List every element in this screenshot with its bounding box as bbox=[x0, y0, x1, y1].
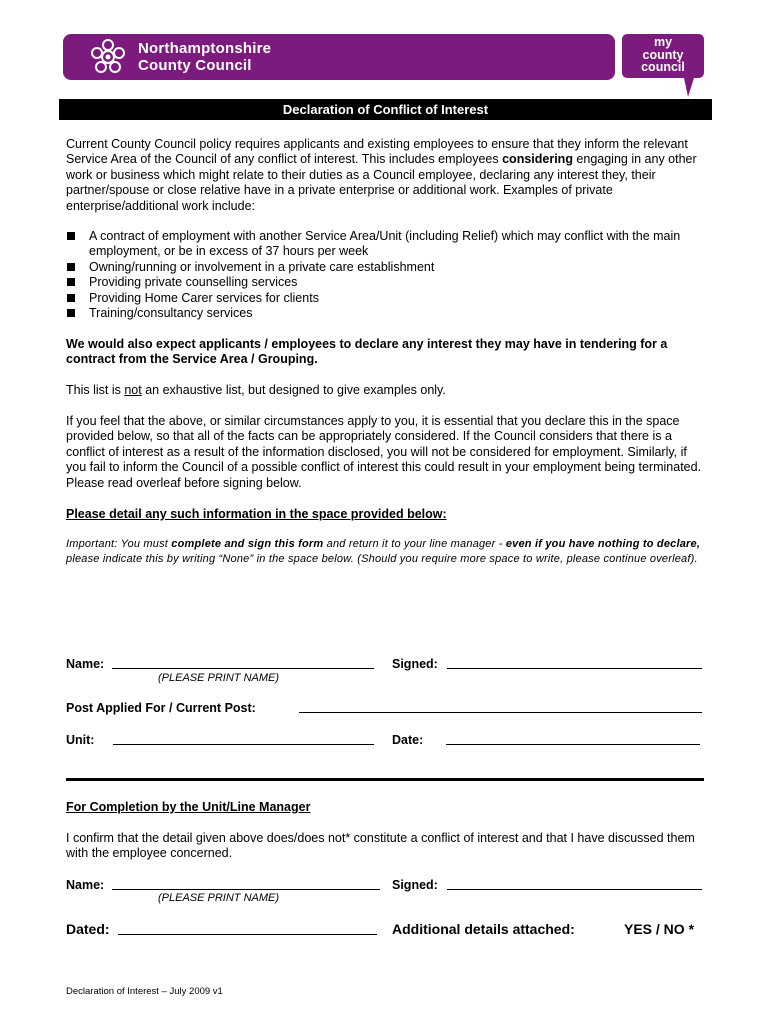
logo-line-my: my bbox=[653, 35, 673, 49]
list-item bbox=[66, 275, 706, 290]
county-rose-crest-icon bbox=[88, 38, 128, 76]
list-item-text: Training/consultancy services bbox=[89, 306, 253, 321]
bullet-square-icon bbox=[67, 232, 75, 240]
important-note bbox=[66, 537, 706, 566]
manager-heading: For Completion by the Unit/Line Manager bbox=[66, 800, 311, 814]
list-item-text: Owning/running or involvement in a private care establishment bbox=[89, 259, 435, 274]
org-name-line2: County Council bbox=[138, 57, 252, 74]
expect-paragraph: We would also expect applicants / employees to declare any interest they may have in tendering for a contract from the Service Area / Grouping. bbox=[66, 337, 668, 367]
org-name-line1: Northamptonshire bbox=[138, 40, 272, 57]
bullet-square-icon bbox=[67, 278, 75, 286]
unit-label: Unit: bbox=[66, 733, 95, 747]
list-item bbox=[66, 229, 706, 260]
dated-label: Dated: bbox=[66, 921, 110, 937]
examples-list bbox=[66, 229, 706, 321]
detail-heading: Please detail any such information in the space provided below: bbox=[66, 507, 447, 521]
post-field[interactable] bbox=[299, 712, 702, 713]
intro-paragraph bbox=[66, 137, 706, 214]
page-title: Declaration of Conflict of Interest bbox=[59, 99, 712, 120]
declaration-text-area[interactable] bbox=[66, 590, 704, 646]
post-label: Post Applied For / Current Post: bbox=[66, 701, 256, 715]
important-text-1: Important: You must bbox=[66, 538, 172, 550]
additional-details-label: Additional details attached: bbox=[392, 921, 575, 937]
signed-label: Signed: bbox=[392, 657, 438, 671]
intro-text-1: Current County Council policy requires applicants and existing employees to ensure that they inform the relevant Service Area of the Council of any conflict of interest. This includes employees bbox=[66, 137, 688, 167]
manager-print-name-hint: (PLEASE PRINT NAME) bbox=[158, 892, 280, 904]
circumstances-paragraph: If you feel that the above, or similar circumstances apply to you, it is essential that you declare this in the space provided below, so that all of the facts can be appropriately considered. If the Council considers that there is a conflict of interest as a result of the information disclosed, you will not be considered for employment. Similarly, if you fail to inform the Council of a possible conflict of interest this could result in your employment being terminated. Please read overleaf before signing below. bbox=[66, 414, 702, 490]
section-divider bbox=[66, 778, 704, 781]
name-field[interactable] bbox=[112, 668, 374, 669]
manager-signature-field[interactable] bbox=[447, 889, 702, 890]
bullet-square-icon bbox=[67, 309, 75, 317]
manager-signed-label: Signed: bbox=[392, 878, 438, 892]
list-item-text: Providing Home Carer services for clients bbox=[89, 290, 319, 305]
unit-field[interactable] bbox=[113, 744, 374, 745]
yes-no-option[interactable]: YES / NO * bbox=[624, 921, 695, 937]
manager-name-label: Name: bbox=[66, 878, 105, 892]
list-item-text: A contract of employment with another Service Area/Unit (including Relief) which may conflict with the main employment, or be in excess of 37 hours per week bbox=[89, 229, 681, 259]
logo-line-county: county bbox=[642, 47, 684, 62]
name-label: Name: bbox=[66, 657, 105, 671]
logo-line-council: council bbox=[641, 60, 685, 74]
important-text-2: and return it to your line manager - bbox=[323, 538, 506, 550]
list-note-underlined: not bbox=[124, 383, 142, 397]
date-label: Date: bbox=[392, 733, 424, 747]
important-bold-1: complete and sign this form bbox=[171, 538, 324, 550]
footer-version: Declaration of Interest – July 2009 v1 bbox=[66, 986, 223, 997]
date-field[interactable] bbox=[446, 744, 700, 745]
list-item bbox=[66, 306, 706, 321]
list-item-text: Providing private counselling services bbox=[89, 275, 298, 290]
bullet-square-icon bbox=[67, 294, 75, 302]
important-text-3: please indicate this by writing “None” in the space below. (Should you require more space to write, please continue overleaf). bbox=[66, 552, 698, 565]
print-name-hint: (PLEASE PRINT NAME) bbox=[158, 672, 280, 684]
my-county-council-logo-text bbox=[622, 36, 704, 74]
intro-text-2: engaging in any other work or business which might relate to their duties as a Council employee, declaring any interest they, their partner/spouse or close relative have in a private enterprise or additional work. Examples of private enterprise/additional work include: bbox=[66, 152, 697, 213]
list-item bbox=[66, 260, 706, 275]
list-item bbox=[66, 291, 706, 306]
important-bold-2: even if you have nothing to declare, bbox=[505, 538, 701, 550]
list-note bbox=[66, 383, 706, 398]
list-note-text-2: an exhaustive list, but designed to give examples only. bbox=[141, 383, 446, 397]
manager-confirm-text: I confirm that the detail given above does/does not* constitute a conflict of interest and that I have discussed them with the employee concerned. bbox=[66, 831, 695, 861]
list-note-text-1: This list is bbox=[66, 383, 125, 397]
signature-field[interactable] bbox=[447, 668, 702, 669]
bullet-square-icon bbox=[67, 263, 75, 271]
dated-field[interactable] bbox=[118, 934, 377, 935]
manager-name-field[interactable] bbox=[112, 889, 380, 890]
intro-bold-word: considering bbox=[502, 152, 573, 167]
